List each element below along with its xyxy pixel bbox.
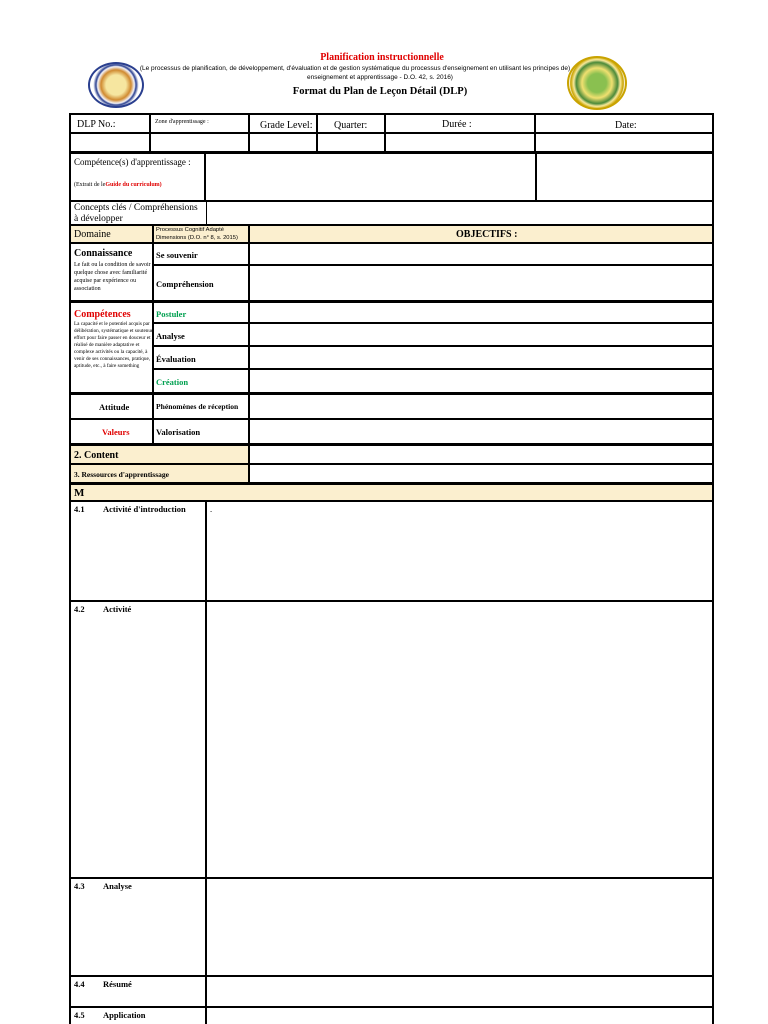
competence-value[interactable] xyxy=(206,153,536,201)
grade-level-cell xyxy=(249,113,317,133)
connaissance-title: Connaissance xyxy=(74,248,133,259)
competences-desc: La capacité et le potentiel acquis par délibération, systématique et soutenue effort pour faire passer en douceur et réalisé de manière adaptative et complexe activités ou la capacité, à venir de ses connaissances, pratique, aptitude, etc., à faire something xyxy=(74,321,154,369)
quarter-value[interactable] xyxy=(317,133,385,153)
valeurs-title: Valeurs xyxy=(102,427,130,437)
zone-cell xyxy=(150,113,249,133)
valeurs-domain-cell xyxy=(69,419,153,444)
se-souvenir-cell xyxy=(153,243,249,265)
ressources-label-cell xyxy=(69,464,249,483)
content-value[interactable] xyxy=(249,444,714,464)
competence-extract xyxy=(74,181,208,189)
zone-label: Zone d'apprentissage : xyxy=(155,119,209,125)
activity-4-4-value[interactable] xyxy=(206,976,714,1007)
comprehension-objective[interactable] xyxy=(249,265,714,301)
grade-level-label: Grade Level: xyxy=(260,120,313,131)
activity-4-5-label: Application xyxy=(103,1010,146,1020)
valorisation-cell xyxy=(153,419,249,444)
competences-domain-cell xyxy=(69,301,153,393)
objectifs-label: OBJECTIFS : xyxy=(456,229,518,240)
process-header xyxy=(153,225,249,243)
comprehension-label: Compréhension xyxy=(156,279,214,289)
date-value[interactable] xyxy=(535,133,714,153)
activity-4-4-num: 4.4 xyxy=(74,979,85,989)
creation-objective[interactable] xyxy=(249,369,714,393)
dlp-no-label: DLP No.: xyxy=(77,119,116,130)
domaine-label: Domaine xyxy=(74,229,111,240)
analyse-cell xyxy=(153,323,249,346)
ressources-label: 3. Ressources d'apprentissage xyxy=(74,470,169,479)
process-label: Processus Cognitif Adapté Dimensions (D.O. n° 8, s. 2015) xyxy=(156,227,238,241)
competence-label: Compétence(s) d'apprentissage : xyxy=(74,157,191,167)
activity-4-1-label: Activité d'introduction xyxy=(103,504,186,514)
activity-4-3-num: 4.3 xyxy=(74,881,85,891)
creation-label: Création xyxy=(156,377,189,387)
content-label: 2. Content xyxy=(74,450,119,461)
activity-4-1-label-cell xyxy=(69,501,206,601)
quarter-cell xyxy=(317,113,385,133)
activity-4-5-label-cell xyxy=(69,1007,206,1024)
attitude-objective[interactable] xyxy=(249,393,714,419)
content-label-cell xyxy=(69,444,249,464)
phenomenes-cell xyxy=(153,393,249,419)
evaluation-cell xyxy=(153,346,249,369)
activity-4-3-value[interactable] xyxy=(206,878,714,976)
concepts-label: Concepts clés / Compréhensions à développer xyxy=(74,203,198,224)
quarter-label: Quarter: xyxy=(334,120,368,131)
evaluation-objective[interactable] xyxy=(249,346,714,369)
header-title-red: Planification instructionnelle xyxy=(320,52,444,63)
duree-cell xyxy=(385,113,535,133)
dlp-no-cell xyxy=(69,113,150,133)
activity-4-5-value[interactable] xyxy=(206,1007,714,1024)
activity-4-1-text: . xyxy=(210,504,213,514)
header-subtitle-line2: enseignement et apprentissage - D.O. 42, s. 2016) xyxy=(307,74,453,81)
dlp-no-value[interactable] xyxy=(69,133,150,153)
activity-4-2-label-cell xyxy=(69,601,206,878)
valorisation-label: Valorisation xyxy=(156,427,201,437)
evaluation-label: Évaluation xyxy=(156,354,196,364)
competences-title: Compétences xyxy=(74,309,131,320)
competence-extract-prefix: (Extrait de le xyxy=(74,182,106,188)
attitude-title: Attitude xyxy=(99,402,130,412)
concepts-value[interactable] xyxy=(206,201,714,225)
activity-4-2-label: Activité xyxy=(103,604,132,614)
activity-4-3-label-cell xyxy=(69,878,206,976)
date-label: Date: xyxy=(615,120,637,131)
se-souvenir-objective[interactable] xyxy=(249,243,714,265)
se-souvenir-label: Se souvenir xyxy=(156,250,198,260)
objectifs-header xyxy=(249,225,714,243)
postuler-objective[interactable] xyxy=(249,301,714,323)
connaissance-domain-cell xyxy=(69,243,153,301)
activity-4-1-value[interactable] xyxy=(206,501,714,601)
m-section-header xyxy=(69,483,714,501)
activity-4-3-label: Analyse xyxy=(103,881,132,891)
analyse-label: Analyse xyxy=(156,331,185,341)
curriculum-guide-link[interactable]: Guide du curriculum) xyxy=(105,182,162,188)
header-subtitle-line1: (Le processus de planification, de développement, d'évaluation et de gestion systématique du processus d'enseignement en utilisant les principes de) xyxy=(139,65,571,72)
activity-4-4-label: Résumé xyxy=(103,979,132,989)
comprehension-cell xyxy=(153,265,249,301)
date-cell xyxy=(535,113,714,133)
creation-cell xyxy=(153,369,249,393)
activity-4-1-num: 4.1 xyxy=(74,504,85,514)
connaissance-desc: Le fait ou la condition de savoir quelque chose avec familiarité acquise par expérience ou association xyxy=(74,262,151,292)
analyse-objective[interactable] xyxy=(249,323,714,346)
activity-4-4-label-cell xyxy=(69,976,206,1007)
activity-4-2-value[interactable] xyxy=(206,601,714,878)
domaine-header xyxy=(69,225,153,243)
phenomenes-label: Phénomènes de réception xyxy=(156,402,239,411)
competence-label-cell xyxy=(69,153,206,201)
valeurs-objective[interactable] xyxy=(249,419,714,444)
activity-4-2-num: 4.2 xyxy=(74,604,85,614)
attitude-domain-cell xyxy=(69,393,153,419)
postuler-label: Postuler xyxy=(156,309,187,319)
grade-level-value[interactable] xyxy=(249,133,317,153)
header-format-title: Format du Plan de Leçon Détail (DLP) xyxy=(292,86,468,97)
activity-4-5-num: 4.5 xyxy=(74,1010,85,1020)
duree-label: Durée : xyxy=(442,119,472,130)
ressources-value[interactable] xyxy=(249,464,714,483)
postuler-cell xyxy=(153,301,249,323)
concepts-label-cell xyxy=(69,201,206,225)
duree-value[interactable] xyxy=(385,133,535,153)
m-section-label: M xyxy=(74,487,85,499)
competence-extra[interactable] xyxy=(536,153,714,201)
zone-value[interactable] xyxy=(150,133,249,153)
